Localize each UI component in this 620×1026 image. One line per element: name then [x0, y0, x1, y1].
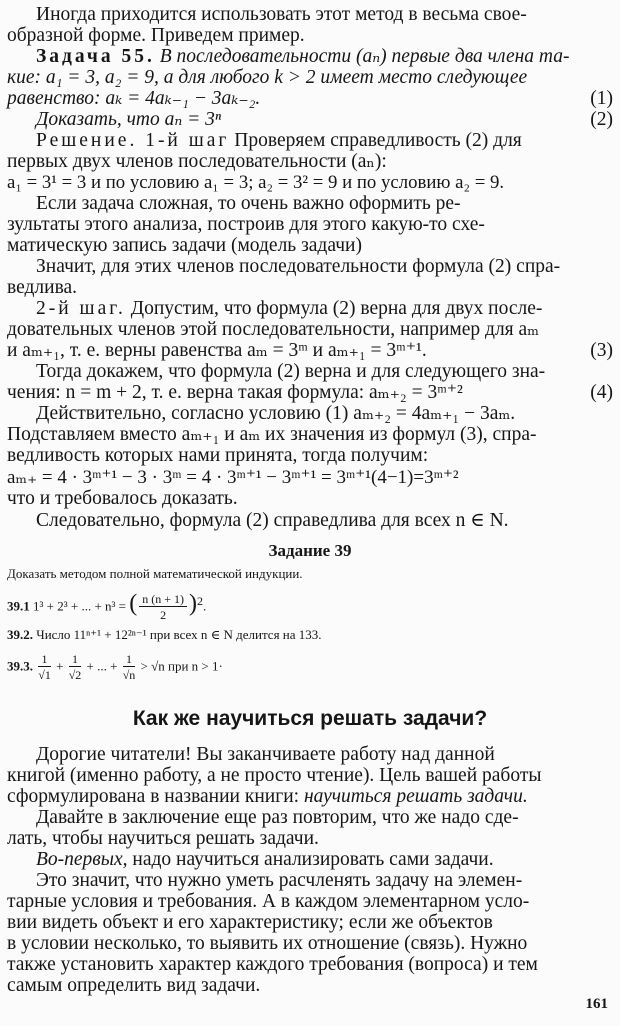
- fraction-numerator: 1: [69, 652, 82, 667]
- equalities-3: и aₘ₊₁, т. е. верны равенства aₘ = 3ᵐ и aₘ₊₁ = 3ᵐ⁺¹.: [7, 340, 427, 361]
- page-number: 161: [585, 996, 608, 1012]
- section-line-11: также установить характер каждого требования (вопроса) и тем: [7, 954, 538, 975]
- exercise-39-1: 39.1 1³ + 2³ + ... + n³ = ( $\frac{n (n + 1)}{2}$ )$^2$.: [7, 590, 207, 622]
- solution-line-1: [7, 130, 613, 152]
- section-line-3: [7, 786, 613, 808]
- fraction-numerator: n (n + 1): [139, 592, 187, 607]
- solution-line-3: a₁ = 3¹ = 3 и по условию a₁ = 3; a₂ = 3² = 9 и по условию a₂ = 9.: [7, 172, 505, 193]
- solution-label: Решение. 1-й шаг: [36, 130, 230, 151]
- firstly-label: Во-первых,: [36, 849, 128, 870]
- exercise-39-1-lhs: 1³ + 2³ + ... + n³ =: [33, 598, 127, 614]
- fraction-denominator: √1: [38, 668, 51, 682]
- solution-line-19: Следовательно, формула (2) справедлива для всех n ∈ N.: [36, 510, 509, 531]
- section-line-8: тарные условия и требования. А в каждом элементарном усло-: [7, 891, 530, 912]
- solution-line-11: [7, 340, 613, 362]
- plus-sign: +: [56, 658, 64, 674]
- exercise-39-2-text: Число 11ⁿ⁺¹ + 12²ⁿ⁻¹ при всех n ∈ N делится на 133.: [36, 627, 322, 642]
- solution-line-6: матическую запись задачи (модель задачи): [7, 235, 362, 256]
- task-text: В последовательности (aₙ) первые два члена та-: [154, 46, 570, 67]
- section-text: сформулирована в названии книги:: [7, 786, 304, 807]
- solution-line-4: Если задача сложная, то очень важно оформить ре-: [36, 193, 461, 214]
- fraction-denominator: 2: [160, 608, 167, 622]
- solution-line-17: aₘ₊ = 4 · 3ᵐ⁺¹ − 3 · 3ᵐ = 4 · 3ᵐ⁺¹ − 3ᵐ⁺¹ = 3ᵐ⁺¹(4−1)=3ᵐ⁺²: [7, 467, 459, 488]
- exercise-39-3-tail: > √n при n > 1·: [140, 658, 223, 674]
- fraction-denominator: √n: [122, 668, 136, 682]
- exercise-number: 39.2.: [7, 627, 33, 642]
- exercise-number: 39.1: [7, 598, 30, 614]
- step2-label: 2-й шаг.: [36, 298, 126, 319]
- fraction: [69, 652, 82, 683]
- fraction-denominator: √2: [68, 668, 82, 682]
- section-line-7: Это значит, что нужно уметь расчленять задачу на элемен-: [36, 870, 523, 891]
- solution-line-12: Тогда докажем, что формула (2) верна и для следующего зна-: [36, 361, 546, 382]
- task-equation-1: равенство: aₖ = 4aₖ₋₁ − 3aₖ₋₂.: [7, 88, 261, 109]
- exercise-39-3: [7, 652, 613, 683]
- fraction-numerator: 1: [123, 652, 136, 667]
- ellipsis-sum: + ... +: [86, 658, 118, 674]
- equation-number-3: (3): [590, 340, 613, 361]
- step2-text: Допустим, что формула (2) верна для двух после-: [125, 298, 543, 319]
- exercise-intro: Доказать методом полной математической индукции.: [7, 566, 303, 581]
- solution-text: Проверяем справедливость (2) для: [229, 130, 522, 151]
- solution-line-8: ведлива.: [7, 277, 78, 298]
- solution-line-13: [7, 382, 613, 404]
- equation-number-1: (1): [590, 88, 613, 109]
- exercise-title: Задание 39: [268, 541, 352, 560]
- section-line-2: книгой (именно работу, а не просто чтение). Цель вашей работы: [7, 765, 542, 786]
- intro-line-1: Иногда приходится использовать этот метод в весьма свое-: [36, 4, 527, 25]
- task-line-4: [7, 109, 613, 131]
- equation-number-2: (2): [590, 109, 613, 130]
- section-line-6: [7, 849, 613, 871]
- solution-line-16: ведливость которых нами принята, тогда получим:: [7, 445, 429, 466]
- task-line-2: кие: a₁ = 3, a₂ = 9, а для любого k > 2 имеет место следующее: [7, 67, 528, 88]
- solution-line-9: [7, 298, 613, 320]
- intro-line-2: образной форме. Приведем пример.: [7, 25, 305, 46]
- task-goal: Доказать, что aₙ = 3ⁿ: [36, 109, 222, 130]
- formula-4: чения: n = m + 2, т. е. верна такая формула: aₘ₊₂ = 3ᵐ⁺²: [7, 382, 463, 403]
- solution-line-14: Действительно, согласно условию (1) aₘ₊₂ = 4aₘ₊₁ − 3aₘ.: [36, 403, 516, 424]
- exercise-39-2: [7, 626, 613, 644]
- solution-line-2: первых двух членов последовательности (aₙ):: [7, 151, 387, 172]
- section-line-5: лать, чтобы научиться решать задачи.: [7, 828, 319, 849]
- fraction: [123, 652, 136, 683]
- fraction-numerator: 1: [38, 652, 51, 667]
- section-line-9: вии видеть объект и его характеристику; если же объектов: [7, 912, 493, 933]
- section-line-12: самым определить вид задачи.: [7, 975, 261, 996]
- solution-line-18: что и требовалось доказать.: [7, 488, 238, 509]
- section-line-4: Давайте в заключение еще раз повторим, что же надо сде-: [36, 807, 519, 828]
- task-line-1: [7, 46, 613, 68]
- section-line-1: Дорогие читатели! Вы заканчиваете работу над данной: [36, 744, 495, 765]
- task-label: Задача 55.: [36, 46, 155, 67]
- solution-line-5: зультаты этого анализа, построив для этого какую-то схе-: [7, 214, 485, 235]
- fraction: [38, 652, 51, 683]
- equation-number-4: (4): [590, 382, 613, 403]
- solution-line-7: Значит, для этих членов последовательности формула (2) спра-: [36, 256, 561, 277]
- exercise-number: 39.3.: [7, 658, 33, 674]
- book-goal: научиться решать задачи.: [303, 786, 528, 807]
- section-text: надо научиться анализировать сами задачи.: [127, 849, 494, 870]
- solution-line-10: довательных членов этой последовательности, например для aₘ: [7, 319, 540, 340]
- task-line-3: [7, 88, 613, 110]
- fraction: [139, 592, 187, 623]
- solution-line-15: Подставляем вместо aₘ₊₁ и aₘ их значения из формул (3), спра-: [7, 424, 537, 445]
- section-line-10: в условии несколько, то выявить их отношение (связь). Нужно: [7, 933, 528, 954]
- section-title: Как же научиться решать задачи?: [132, 707, 488, 730]
